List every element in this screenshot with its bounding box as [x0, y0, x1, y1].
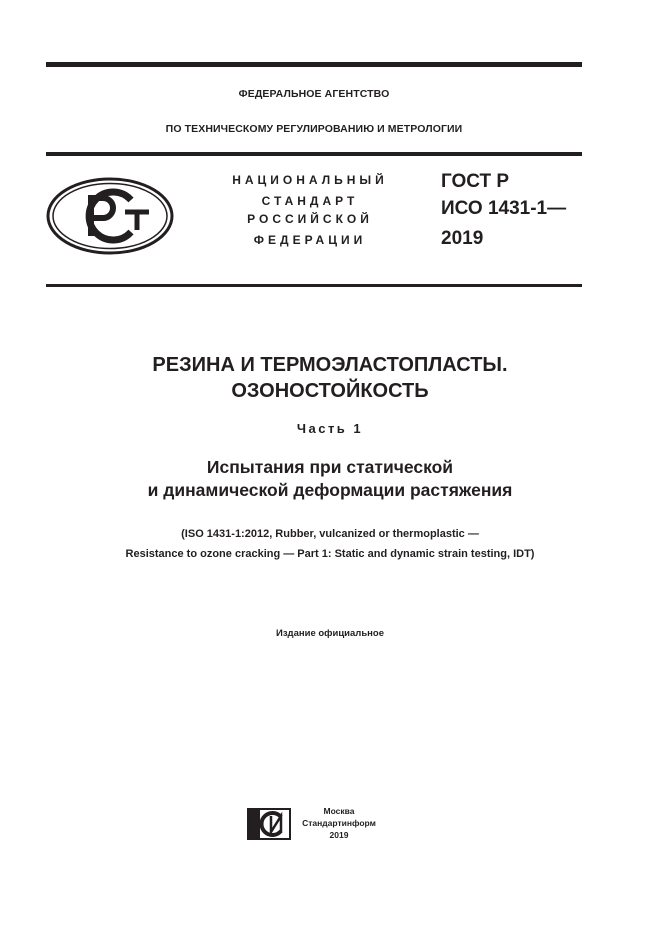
publisher-year: 2019 [329, 830, 349, 840]
document-title-line-2: ОЗОНОСТОЙКОСТЬ [231, 380, 429, 402]
bottom-rule [46, 284, 582, 287]
agency-line-2: ПО ТЕХНИЧЕСКОМУ РЕГУЛИРОВАНИЮ И МЕТРОЛОГИИ [165, 123, 463, 135]
standard-line-2: СТАНДАРТ [261, 194, 359, 208]
standard-line-1: НАЦИОНАЛЬНЫЙ [232, 173, 388, 187]
document-subtitle-line-2: и динамической деформации растяжения [147, 480, 513, 500]
designation-line-1: ГОСТ Р [441, 171, 510, 192]
document-title-line-1: РЕЗИНА И ТЕРМОЭЛАСТОПЛАСТЫ. [152, 354, 508, 376]
standard-line-4: ФЕДЕРАЦИИ [253, 233, 367, 247]
standartinform-logo-icon [247, 808, 291, 840]
agency-line-1: ФЕДЕРАЛЬНОЕ АГЕНТСТВО [238, 88, 390, 100]
designation-line-3: 2019 [441, 228, 484, 249]
top-rule [46, 62, 582, 67]
document-part: Часть 1 [296, 421, 364, 436]
middle-rule [46, 152, 582, 156]
publisher-city: Москва [323, 806, 355, 816]
publisher-name: Стандартинформ [302, 818, 376, 828]
document-subtitle-line-1: Испытания при статической [206, 457, 454, 477]
standard-line-3: РОССИЙСКОЙ [247, 212, 373, 226]
designation-line-2: ИСО 1431-1— [441, 198, 567, 219]
rst-emblem-icon [45, 176, 175, 256]
edition-label: Издание официальное [276, 628, 384, 639]
iso-reference-line-1: (ISO 1431-1:2012, Rubber, vulcanized or thermoplastic — [181, 528, 479, 540]
iso-reference-line-2: Resistance to ozone cracking — Part 1: Static and dynamic strain testing, IDT) [125, 548, 535, 560]
